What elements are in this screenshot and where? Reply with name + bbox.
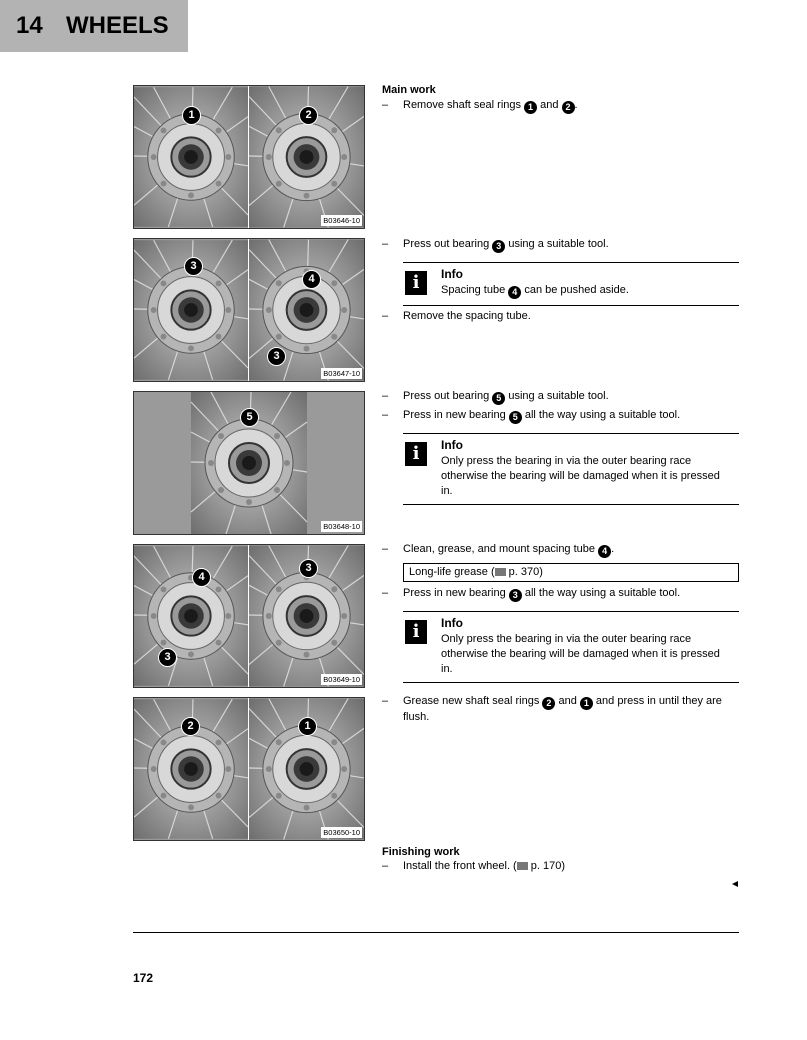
- marker-3: 3: [492, 240, 505, 253]
- info-box: [403, 611, 739, 683]
- chapter-number: 14: [16, 12, 43, 39]
- info-icon: i: [405, 442, 427, 466]
- main-work-heading: Main work: [382, 84, 436, 96]
- figure-code: B03646-10: [323, 216, 360, 225]
- info-text: Spacing tube 4 can be pushed aside.: [441, 284, 629, 297]
- marker-5: 5: [240, 408, 259, 427]
- hub-photo: [249, 239, 364, 381]
- chapter-title: WHEELS: [66, 12, 169, 39]
- end-of-section-icon: [732, 881, 738, 887]
- info-icon: i: [405, 620, 427, 644]
- marker-3: 3: [267, 347, 286, 366]
- dash: –: [382, 99, 389, 111]
- info-icon: i: [405, 271, 427, 295]
- marker-2: 2: [181, 717, 200, 736]
- info-box: [403, 262, 739, 306]
- info-heading: Info: [441, 438, 463, 452]
- marker-3: 3: [158, 648, 177, 667]
- figure-mount-spacing-tube: [133, 544, 365, 688]
- marker-2: 2: [542, 697, 555, 710]
- marker-1: 1: [580, 697, 593, 710]
- figure-code: B03648-10: [323, 522, 360, 531]
- marker-1: 1: [524, 101, 537, 114]
- figure-bearing-spacing-tube: [133, 238, 365, 382]
- marker-1: 1: [182, 106, 201, 125]
- info-heading: Info: [441, 267, 463, 281]
- marker-3: 3: [299, 559, 318, 578]
- info-box: [403, 433, 739, 505]
- info-heading: Info: [441, 616, 463, 630]
- marker-1: 1: [298, 717, 317, 736]
- figure-hub-seal-rings: [133, 85, 365, 229]
- marker-4: 4: [192, 568, 211, 587]
- marker-3: 3: [509, 589, 522, 602]
- marker-2: 2: [299, 106, 318, 125]
- marker-4: 4: [302, 270, 321, 289]
- info-text: Only press the bearing in via the outer bearing race otherwise the bearing will be damaged when it is pressed in.: [441, 633, 720, 675]
- page-reference-link[interactable]: p. 170: [530, 860, 562, 872]
- marker-5: 5: [492, 392, 505, 405]
- page-number: 172: [133, 971, 154, 985]
- page-reference-link[interactable]: p. 370: [508, 566, 540, 578]
- grease-spec-box: Long-life grease ( p. 370): [403, 563, 739, 582]
- book-icon: [495, 568, 506, 576]
- figure-install-seal-rings: [133, 697, 365, 841]
- figure-code: B03650-10: [323, 828, 360, 837]
- hub-photo: [134, 545, 248, 687]
- figure-bearing-5: [133, 391, 365, 535]
- footer-rule: [133, 932, 739, 933]
- marker-5: 5: [509, 411, 522, 424]
- info-text: Only press the bearing in via the outer bearing race otherwise the bearing will be damaged when it is pressed in.: [441, 455, 720, 497]
- marker-4: 4: [598, 545, 611, 558]
- figure-code: B03649-10: [323, 675, 360, 684]
- chapter-header: [0, 0, 188, 52]
- marker-4: 4: [508, 286, 521, 299]
- marker-2: 2: [562, 101, 575, 114]
- book-icon: [517, 862, 528, 870]
- finishing-work-heading: Finishing work: [382, 846, 460, 858]
- figure-code: B03647-10: [323, 369, 360, 378]
- marker-3: 3: [184, 257, 203, 276]
